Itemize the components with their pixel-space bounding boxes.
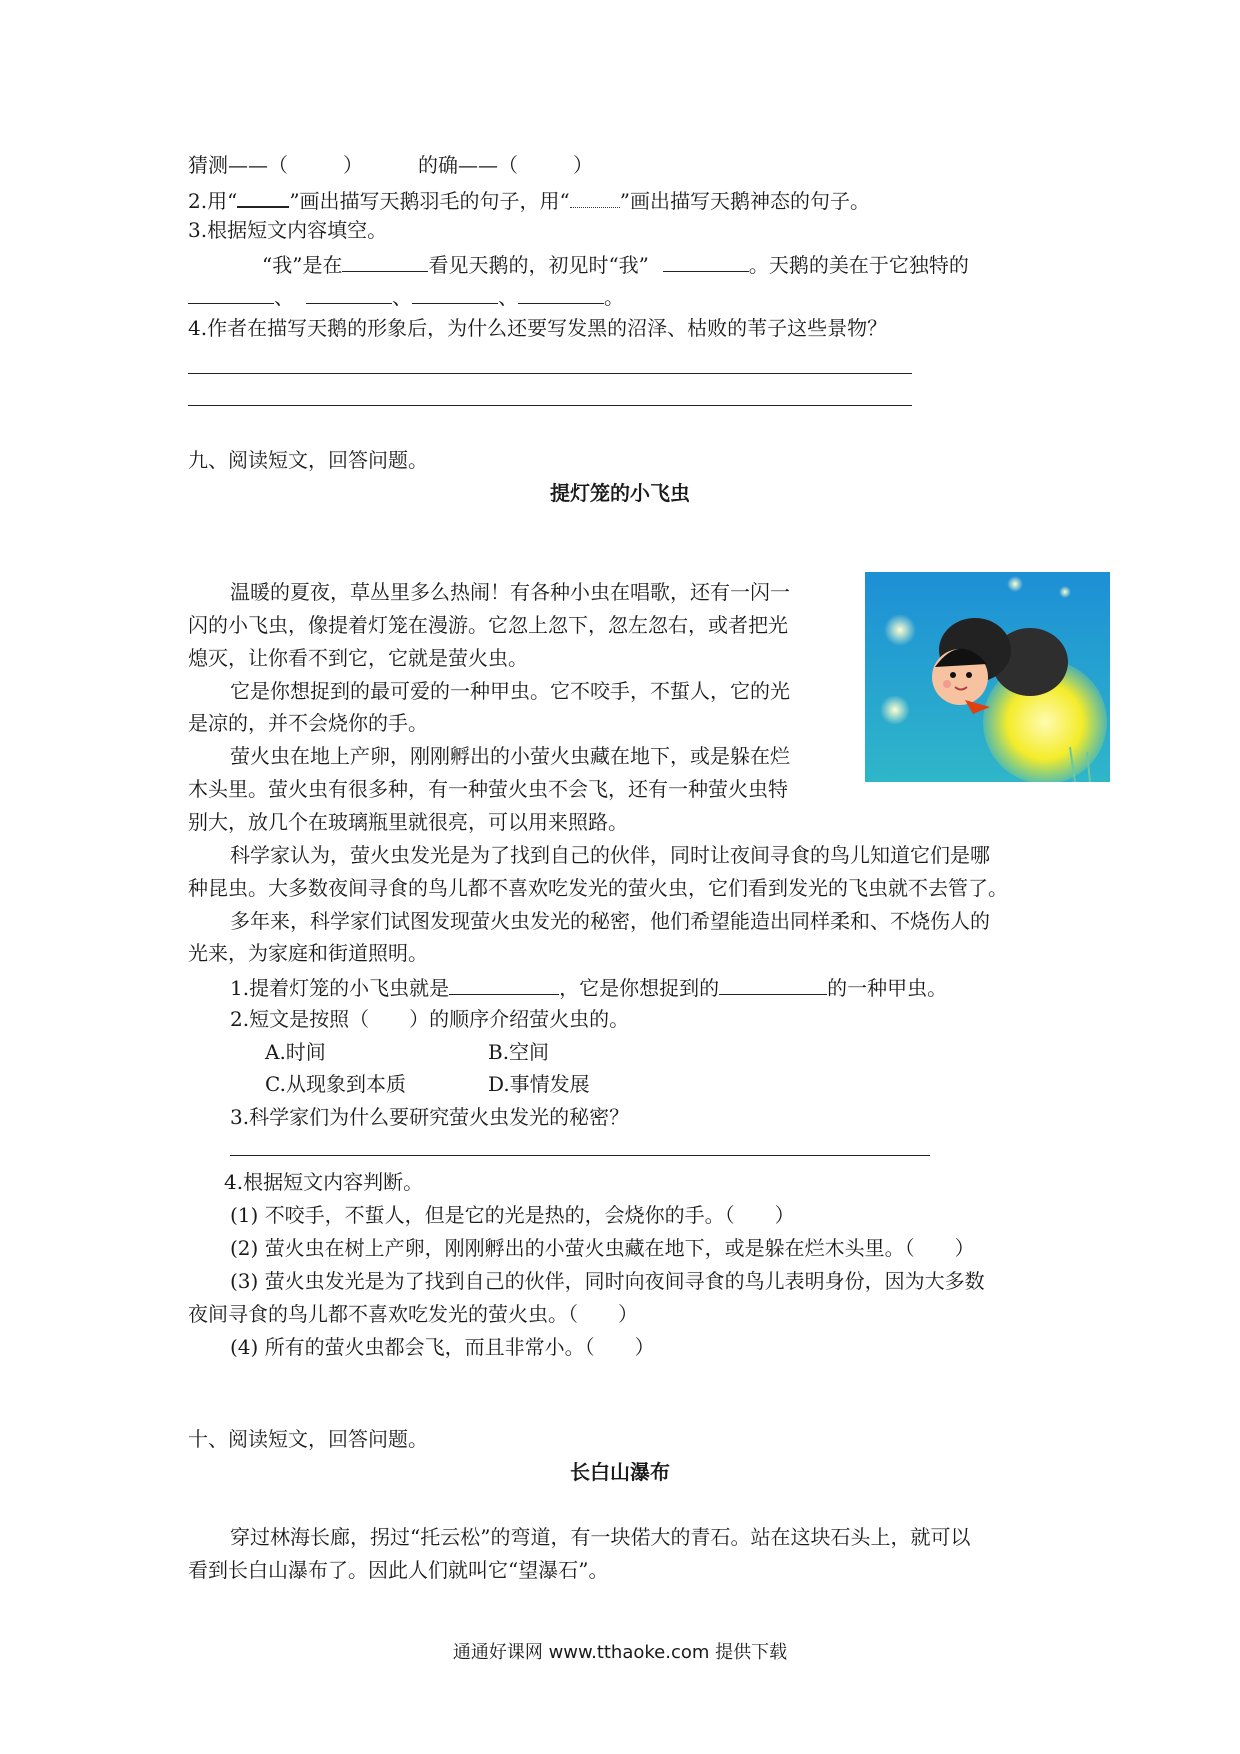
judgment-3-cont: 夜间寻食的鸟儿都不喜欢吃发光的萤火虫。（ ） bbox=[188, 1302, 638, 1326]
q3-text-a: “我”是在 bbox=[262, 253, 343, 277]
paragraph-line: 科学家认为，萤火虫发光是为了找到自己的伙伴，同时让夜间寻食的鸟儿知道它们是哪 bbox=[230, 843, 990, 867]
paragraph-line: 温暖的夏夜，草丛里多么热闹！有各种小虫在唱歌，还有一闪一 bbox=[230, 580, 790, 604]
q1-text-a: 1.提着灯笼的小飞虫就是 bbox=[230, 976, 450, 1000]
period: 。 bbox=[604, 285, 624, 309]
footer-credit: 通通好课网 www.tthaoke.com 提供下载 bbox=[452, 1642, 788, 1663]
s9-question-3: 3.科学家们为什么要研究萤火虫发光的秘密？ bbox=[230, 1105, 630, 1129]
s9-question-1 bbox=[230, 972, 947, 1002]
answer-blank[interactable] bbox=[449, 972, 559, 995]
paragraph-line: 它是你想捉到的最可爱的一种甲虫。它不咬手，不蜇人，它的光 bbox=[230, 679, 790, 703]
paragraph-line: 熄灭，让你看不到它，它就是萤火虫。 bbox=[188, 646, 528, 670]
firefly-icon bbox=[865, 572, 1110, 782]
section-10-heading: 十、阅读短文，回答问题。 bbox=[188, 1427, 428, 1451]
wavy-line-mark bbox=[570, 193, 620, 208]
q1-text-b: ，它是你想捉到的 bbox=[559, 976, 720, 1000]
paragraph-line: 别大，放几个在玻璃瓶里就很亮，可以用来照路。 bbox=[188, 810, 628, 834]
answer-blank[interactable] bbox=[719, 972, 827, 995]
answer-line[interactable] bbox=[188, 373, 912, 374]
paragraph-line: 木头里。萤火虫有很多种，有一种萤火虫不会飞，还有一种萤火虫特 bbox=[188, 777, 788, 801]
s9-question-4: 4.根据短文内容判断。 bbox=[224, 1170, 424, 1194]
answer-blank[interactable] bbox=[518, 281, 604, 304]
question-3-fill-cont bbox=[188, 281, 624, 311]
option-c[interactable]: C.从现象到本质 bbox=[265, 1072, 406, 1096]
q2-text-c: ”画出描写天鹅神态的句子。 bbox=[619, 189, 870, 213]
guess-label: 猜测——（ bbox=[188, 153, 288, 177]
answer-blank[interactable] bbox=[342, 249, 428, 272]
paragraph-line: 看到长白山瀑布了。因此人们就叫它“望瀑石”。 bbox=[188, 1558, 609, 1582]
paragraph-line: 萤火虫在地上产卵，刚刚孵出的小萤火虫藏在地下，或是躲在烂 bbox=[230, 744, 790, 768]
question-3: 3.根据短文内容填空。 bbox=[188, 218, 388, 242]
firefly-illustration bbox=[865, 572, 1110, 782]
paragraph-line: 光来，为家庭和街道照明。 bbox=[188, 941, 428, 965]
answer-blank[interactable] bbox=[663, 249, 749, 272]
paragraph-line: 多年来，科学家们试图发现萤火虫发光的秘密，他们希望能造出同样柔和、不烧伤人的 bbox=[230, 909, 990, 933]
section-9-title: 提灯笼的小飞虫 bbox=[550, 481, 690, 505]
paren-close: ） bbox=[343, 153, 363, 177]
answer-blank[interactable] bbox=[306, 281, 392, 304]
synonym-line bbox=[188, 151, 593, 179]
judgment-4: (4) 所有的萤火虫都会飞，而且非常小。（ ） bbox=[230, 1335, 655, 1359]
section-10-title: 长白山瀑布 bbox=[570, 1460, 670, 1484]
section-9-heading: 九、阅读短文，回答问题。 bbox=[188, 448, 428, 472]
option-b[interactable]: B.空间 bbox=[488, 1040, 550, 1064]
q2-text-b: ”画出描写天鹅羽毛的句子，用“ bbox=[289, 189, 570, 213]
paragraph-line: 是凉的，并不会烧你的手。 bbox=[188, 711, 428, 735]
judgment-3: (3) 萤火虫发光是为了找到自己的伙伴，同时向夜间寻食的鸟儿表明身份，因为大多数 bbox=[230, 1269, 985, 1293]
question-4: 4.作者在描写天鹅的形象后，为什么还要写发黑的沼泽、枯败的苇子这些景物？ bbox=[188, 316, 888, 340]
q2-text-a: 2.用“ bbox=[188, 189, 238, 213]
q3-text-b: 看见天鹅的，初见时“我” bbox=[428, 253, 649, 277]
paragraph-line: 种昆虫。大多数夜间寻食的鸟儿都不喜欢吃发光的萤火虫，它们看到发光的飞虫就不去管了。 bbox=[188, 876, 1008, 900]
separator: 、 bbox=[274, 285, 294, 309]
question-3-fill bbox=[262, 249, 969, 279]
separator: 、 bbox=[498, 285, 518, 309]
indeed-label: 的确——（ bbox=[418, 153, 518, 177]
paren-close: ） bbox=[573, 153, 593, 177]
straight-line-mark bbox=[237, 184, 289, 208]
question-2 bbox=[188, 184, 870, 215]
answer-blank[interactable] bbox=[188, 281, 274, 304]
answer-line[interactable] bbox=[230, 1155, 930, 1156]
answer-blank[interactable] bbox=[412, 281, 498, 304]
s9-question-2: 2.短文是按照（ ）的顺序介绍萤火虫的。 bbox=[230, 1007, 630, 1031]
judgment-1: (1) 不咬手，不蜇人，但是它的光是热的，会烧你的手。（ ） bbox=[230, 1203, 795, 1227]
q3-text-c: 。天鹅的美在于它独特的 bbox=[748, 253, 969, 277]
answer-line[interactable] bbox=[188, 405, 912, 406]
q1-text-c: 的一种甲虫。 bbox=[827, 976, 948, 1000]
paragraph-line: 闪的小飞虫，像提着灯笼在漫游。它忽上忽下，忽左忽右，或者把光 bbox=[188, 613, 788, 637]
option-d[interactable]: D.事情发展 bbox=[488, 1072, 590, 1096]
option-a[interactable]: A.时间 bbox=[265, 1040, 326, 1064]
judgment-2: (2) 萤火虫在树上产卵，刚刚孵出的小萤火虫藏在地下，或是躲在烂木头里。（ ） bbox=[230, 1236, 975, 1260]
separator: 、 bbox=[392, 285, 412, 309]
paragraph-line: 穿过林海长廊，拐过“托云松”的弯道，有一块偌大的青石。站在这块石头上，就可以 bbox=[230, 1525, 971, 1549]
